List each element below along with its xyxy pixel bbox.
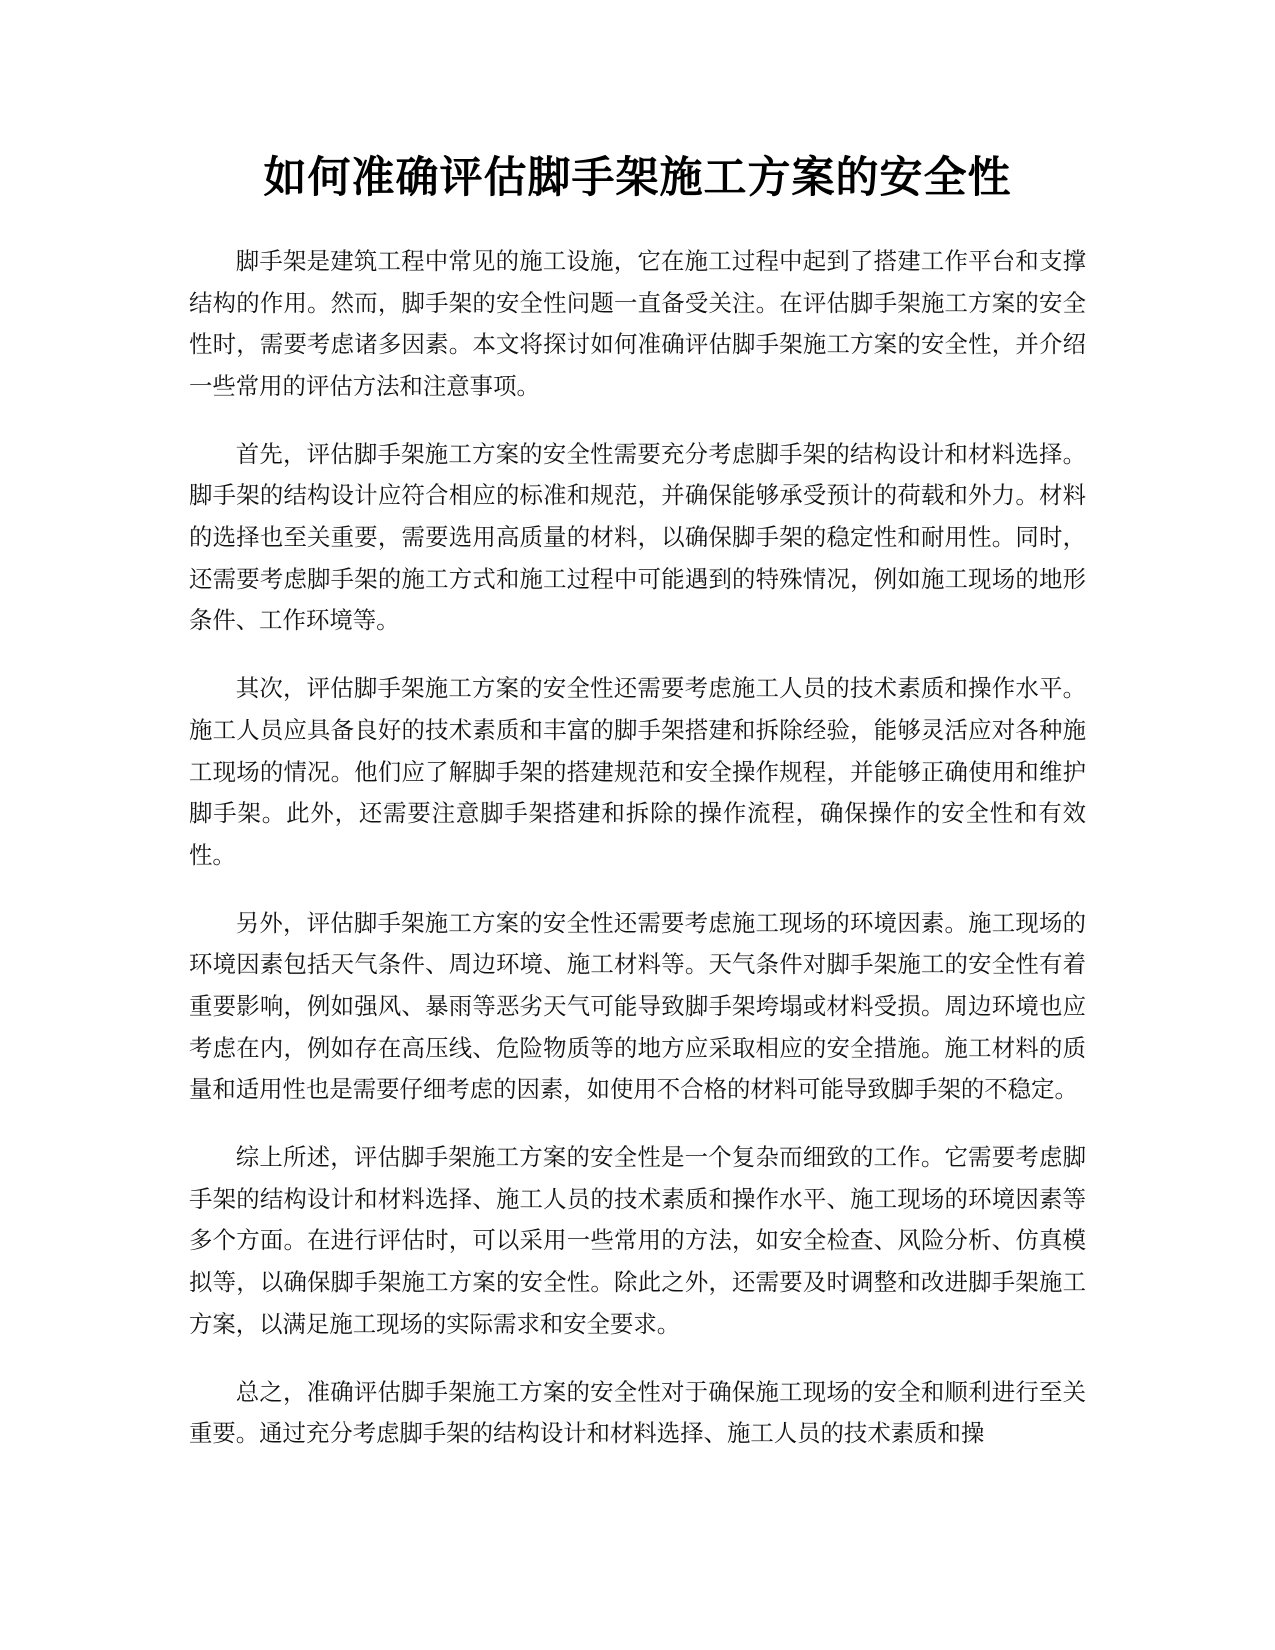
paragraph-environment: 另外，评估脚手架施工方案的安全性还需要考虑施工现场的环境因素。施工现场的环境因素包括天气条件、周边环境、施工材料等。天气条件对脚手架施工的安全性有着重要影响，例如强风、暴雨等恶劣天气可能导致脚手架垮塌或材料受损。周边环境也应考虑在内，例如存在高压线、危险物质等的地方应采取相应的安全措施。施工材料的质量和适用性也是需要仔细考虑的因素，如使用不合格的材料可能导致脚手架的不稳定。 [189, 908, 1086, 1104]
paragraph-intro: 脚手架是建筑工程中常见的施工设施，它在施工过程中起到了搭建工作平台和支撑结构的作用。然而，脚手架的安全性问题一直备受关注。在评估脚手架施工方案的安全性时，需要考虑诸多因素。本文将探讨如何准确评估脚手架施工方案的安全性，并介绍一些常用的评估方法和注意事项。 [189, 247, 1086, 400]
paragraph-structure-materials: 首先，评估脚手架施工方案的安全性需要充分考虑脚手架的结构设计和材料选择。脚手架的结构设计应符合相应的标准和规范，并确保能够承受预计的荷载和外力。材料的选择也至关重要，需要选用高质量的材料，以确保脚手架的稳定性和耐用性。同时，还需要考虑脚手架的施工方式和施工过程中可能遇到的特殊情况，例如施工现场的地形条件、工作环境等。 [189, 439, 1086, 635]
paragraph-conclusion: 总之，准确评估脚手架施工方案的安全性对于确保施工现场的安全和顺利进行至关重要。通过充分考虑脚手架的结构设计和材料选择、施工人员的技术素质和操 [189, 1377, 1086, 1448]
document-title: 如何准确评估脚手架施工方案的安全性 [263, 153, 1012, 203]
paragraph-personnel: 其次，评估脚手架施工方案的安全性还需要考虑施工人员的技术素质和操作水平。施工人员应具备良好的技术素质和丰富的脚手架搭建和拆除经验，能够灵活应对各种施工现场的情况。他们应了解脚手架的搭建规范和安全操作规程，并能够正确使用和维护脚手架。此外，还需要注意脚手架搭建和拆除的操作流程，确保操作的安全性和有效性。 [189, 674, 1086, 869]
document-body [189, 241, 1086, 1481]
paragraph-summary: 综上所述，评估脚手架施工方案的安全性是一个复杂而细致的工作。它需要考虑脚手架的结构设计和材料选择、施工人员的技术素质和操作水平、施工现场的环境因素等多个方面。在进行评估时，可以采用一些常用的方法，如安全检查、风险分析、仿真模拟等，以确保脚手架施工方案的安全性。除此之外，还需要及时调整和改进脚手架施工方案，以满足施工现场的实际需求和安全要求。 [189, 1143, 1086, 1338]
